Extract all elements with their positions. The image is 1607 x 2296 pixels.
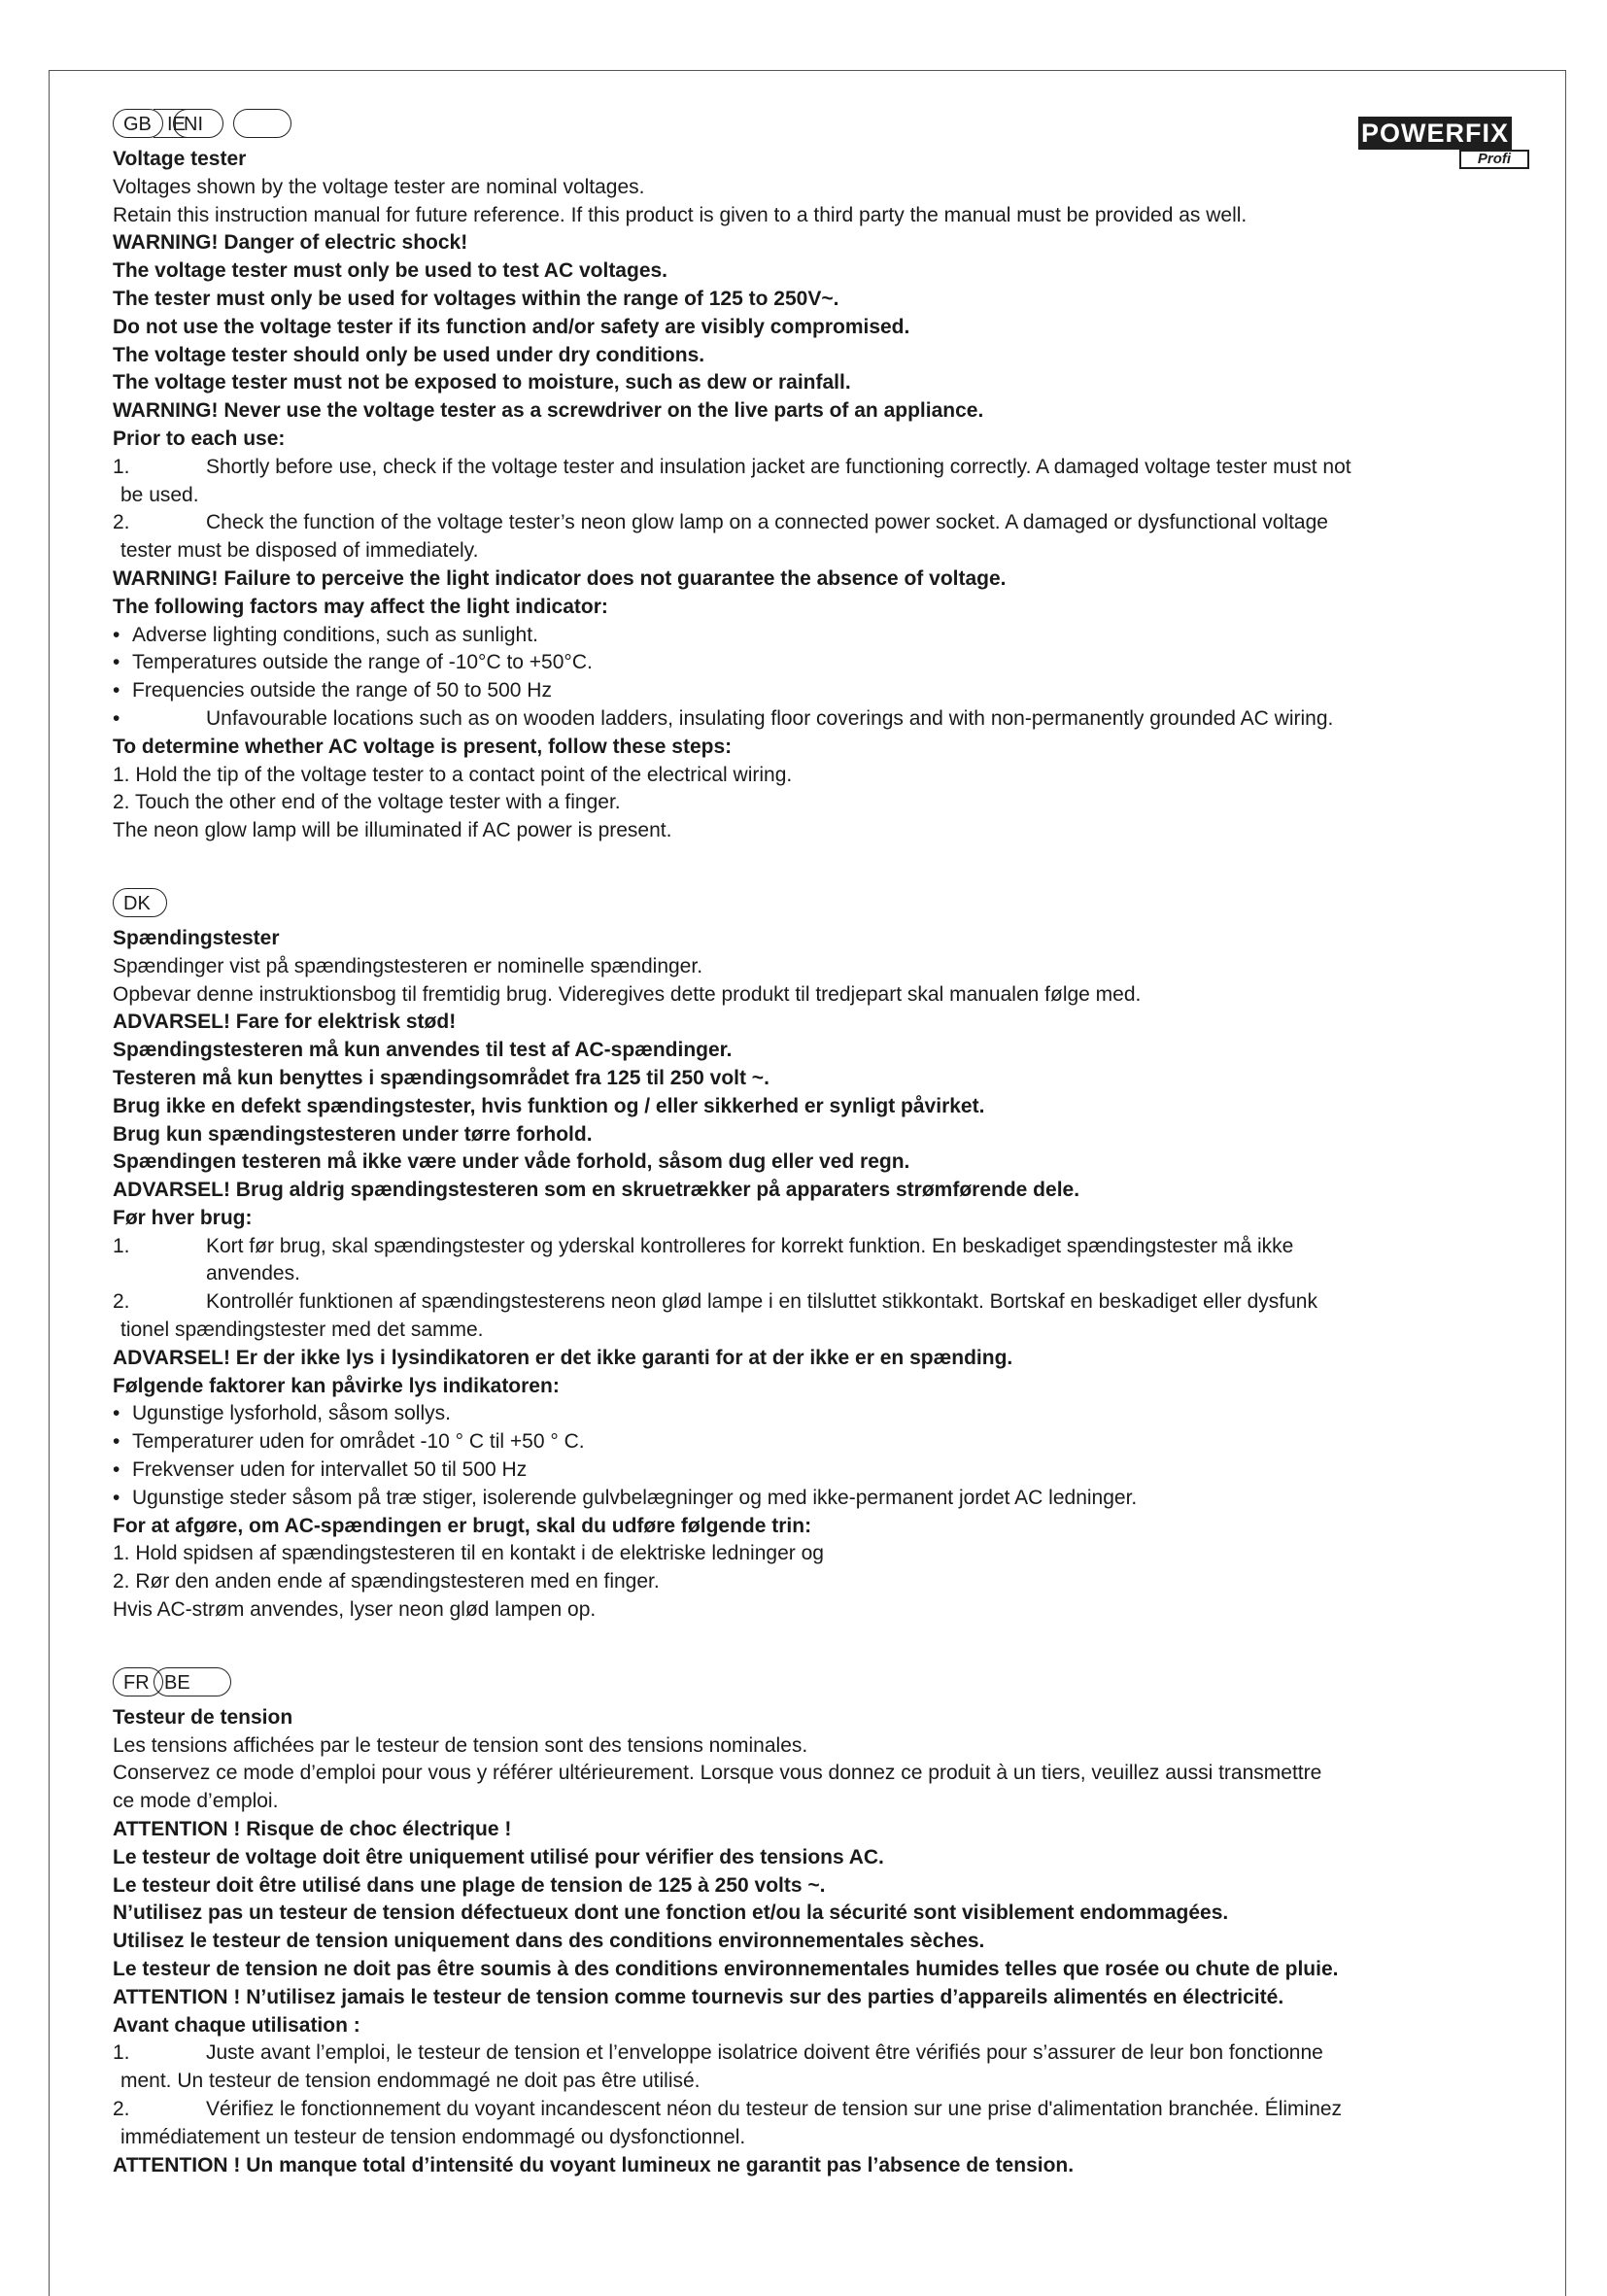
step-text-continued: ment. Un testeur de tension endommagé ne doit pas être utilisé. [120, 2070, 701, 2093]
language-badges-dk [113, 888, 1502, 925]
warning-line: Testeren må kun benyttes i spændingsområdet fra 125 til 250 volt ~. [113, 1066, 769, 1089]
paragraph: Les tensions affichées par le testeur de tension sont des tensions nominales. [113, 1733, 808, 1757]
step-number: 1. [113, 455, 130, 478]
numbered-step [113, 1233, 1502, 1261]
subheading: For at afgøre, om AC-spændingen er brugt, skal du udføre følgende trin: [113, 1514, 812, 1537]
warning-line: Brug ikke en defekt spændingstester, hvis funktion og / eller sikkerhed er synligt påvirket. [113, 1094, 985, 1117]
step-text-continued: immédiatement un testeur de tension endommagé ou dysfonctionnel. [120, 2125, 746, 2148]
section-dk [113, 888, 1502, 1625]
section-title: Spændingstester [113, 926, 280, 949]
warning-line: The tester must only be used for voltages within the range of 125 to 250V~. [113, 287, 839, 310]
section-fr [113, 1667, 1502, 2180]
logo-sub: Profi [1459, 150, 1529, 169]
subheading: Avant chaque utilisation : [113, 2013, 360, 2037]
step-text-continued: anvendes. [206, 1262, 300, 1285]
badge-ie: IE [154, 109, 192, 138]
subheading: The following factors may affect the light indicator: [113, 595, 608, 618]
language-badges-gb [113, 109, 1502, 146]
section-title: Voltage tester [113, 148, 247, 170]
instruction-step: 2. Touch the other end of the voltage tester with a finger. [113, 791, 621, 814]
subheading: Prior to each use: [113, 427, 286, 450]
subheading: To determine whether AC voltage is present, follow these steps: [113, 735, 733, 758]
badge-fr: FR [113, 1667, 163, 1696]
warning-line: Do not use the voltage tester if its function and/or safety are visibly compromised. [113, 315, 910, 338]
warning-line: ADVARSEL! Brug aldrig spændingstesteren som en skruetrækker på apparaters strømførende dele. [113, 1179, 1080, 1202]
paragraph: Retain this instruction manual for future reference. If this product is given to a third party the manual must be provided as well. [113, 203, 1248, 226]
subheading: Før hver brug: [113, 1206, 253, 1229]
step-text: Kontrollér funktionen af spændingstesterens neon glød lampe i en tilsluttet stikkontakt. Bortskaf en beskadiget eller dysfunk [206, 1290, 1317, 1314]
badge-gb: GB [113, 109, 163, 138]
paragraph: Hvis AC-strøm anvendes, lyser neon glød lampen op. [113, 1598, 597, 1622]
instruction-step: 1. Hold spidsen af spændingstesteren til en kontakt i de elektriske ledninger og [113, 1542, 824, 1565]
badge-blank [233, 109, 291, 138]
bullet-item: • Frequencies outside the range of 50 to 500 Hz [113, 677, 1502, 705]
numbered-step [113, 2039, 1502, 2068]
bullet-item: • Ugunstige steder såsom på træ stiger, isolerende gulvbelægninger og med ikke-permanent jordet AC ledninger. [113, 1485, 1502, 1513]
bullet-text: Ugunstige lysforhold, såsom sollys. [132, 1402, 451, 1425]
logo-brand: POWERFIX [1358, 117, 1512, 150]
bullet-item: • Unfavourable locations such as on wooden ladders, insulating floor coverings and with non-permanently grounded AC wiring. [113, 705, 1502, 734]
warning-line: N’utilisez pas un testeur de tension défectueux dont une fonction et/ou la sécurité sont visiblement endommagées. [113, 1902, 1229, 1925]
bullet-item: • Frekvenser uden for intervallet 50 til 500 Hz [113, 1456, 1502, 1485]
step-text-continued: be used. [120, 483, 199, 506]
warning-line: The voltage tester should only be used under dry conditions. [113, 343, 705, 366]
language-badges-fr [113, 1667, 1502, 1704]
bullet-text: Temperatures outside the range of -10°C to +50°C. [132, 651, 593, 674]
numbered-step [113, 454, 1502, 482]
warning-line: Spændingstesteren må kun anvendes til test af AC-spændinger. [113, 1039, 733, 1062]
bullet-text: Temperaturer uden for området -10 ° C til +50 ° C. [132, 1430, 585, 1454]
paragraph-continued: ce mode d’emploi. [113, 1790, 279, 1813]
warning-line: Utilisez le testeur de tension uniquement dans des conditions environnementales sèches. [113, 1930, 985, 1953]
warning-line: Brug kun spændingstesteren under tørre forhold. [113, 1122, 593, 1146]
paragraph: Spændinger vist på spændingstesteren er nominelle spændinger. [113, 954, 703, 977]
paragraph: Conservez ce mode d’emploi pour vous y référer ultérieurement. Lorsque vous donnez ce produit à un tiers, veuillez aussi transmettre [113, 1762, 1322, 1785]
section-title: Testeur de tension [113, 1705, 293, 1729]
warning-line: The voltage tester must not be exposed to moisture, such as dew or rainfall. [113, 371, 851, 394]
step-text: Shortly before use, check if the voltage tester and insulation jacket are functioning correctly. A damaged voltage tester must not [206, 455, 1351, 478]
paragraph: Opbevar denne instruktionsbog til fremtidig brug. Videregives dette produkt til tredjepart skal manualen følge med. [113, 982, 1142, 1006]
step-text: Juste avant l’emploi, le testeur de tension et l’enveloppe isolatrice doivent être vérifiés pour s’assurer de leur bon fonctionne [206, 2041, 1323, 2065]
bullet-item: • Ugunstige lysforhold, såsom sollys. [113, 1400, 1502, 1428]
step-number: 1. [113, 1234, 130, 1257]
warning-line: ADVARSEL! Er der ikke lys i lysindikatoren er det ikke garanti for at der ikke er en spænding. [113, 1346, 1013, 1369]
numbered-step [113, 1288, 1502, 1317]
bullet-item: • Adverse lighting conditions, such as sunlight. [113, 622, 1502, 650]
warning-line: Spændingen testeren må ikke være under våde forhold, såsom dug eller ved regn. [113, 1150, 910, 1174]
warning-line: Le testeur de voltage doit être uniquement utilisé pour vérifier des tensions AC. [113, 1845, 884, 1868]
step-text-continued: tester must be disposed of immediately. [120, 539, 479, 563]
warning-line: ATTENTION ! Risque de choc électrique ! [113, 1818, 512, 1841]
bullet-text: Unfavourable locations such as on wooden ladders, insulating floor coverings and with non-permanently grounded AC wiring. [206, 706, 1334, 730]
step-number: 2. [113, 511, 130, 534]
step-number: 2. [113, 1290, 130, 1314]
instruction-step: 2. Rør den anden ende af spændingstesteren med en finger. [113, 1570, 660, 1593]
bullet-text: Adverse lighting conditions, such as sunlight. [132, 623, 538, 646]
warning-line: WARNING! Never use the voltage tester as a screwdriver on the live parts of an appliance. [113, 399, 984, 423]
badge-ni: NI [173, 109, 223, 138]
warning-line: ADVARSEL! Fare for elektrisk stød! [113, 1011, 457, 1034]
subheading: Følgende faktorer kan påvirke lys indikatoren: [113, 1374, 560, 1397]
bullet-item: • Temperaturer uden for området -10 ° C til +50 ° C. [113, 1428, 1502, 1456]
manual-content [113, 109, 1502, 2179]
step-text: Kort før brug, skal spændingstester og yderskal kontrolleres for korrekt funktion. En beskadiget spændingstester må ikke [206, 1234, 1294, 1257]
paragraph: The neon glow lamp will be illuminated if AC power is present. [113, 819, 672, 842]
step-text-continued: tionel spændingstester med det samme. [120, 1319, 484, 1342]
step-number: 2. [113, 2098, 130, 2120]
warning-line: ATTENTION ! N’utilisez jamais le testeur de tension comme tournevis sur des parties d’appareils alimentés en électricité. [113, 1985, 1284, 2008]
badge-dk: DK [113, 888, 167, 917]
warning-line: WARNING! Failure to perceive the light indicator does not guarantee the absence of voltage. [113, 566, 1007, 590]
instruction-step: 1. Hold the tip of the voltage tester to a contact point of the electrical wiring. [113, 763, 793, 786]
step-number: 1. [113, 2041, 130, 2065]
section-gb [113, 109, 1502, 845]
bullet-item: • Temperatures outside the range of -10°C to +50°C. [113, 649, 1502, 677]
warning-line: The voltage tester must only be used to test AC voltages. [113, 259, 668, 283]
warning-line: Le testeur de tension ne doit pas être soumis à des conditions environnementales humides telles que rosée ou chute de pluie. [113, 1958, 1339, 1981]
numbered-step [113, 2096, 1502, 2124]
bullet-text: Frequencies outside the range of 50 to 500 Hz [132, 679, 552, 703]
bullet-text: Ugunstige steder såsom på træ stiger, isolerende gulvbelægninger og med ikke-permanent jordet AC ledninger. [132, 1486, 1138, 1509]
step-text: Check the function of the voltage tester’s neon glow lamp on a connected power socket. A damaged or dysfunctional voltage [206, 511, 1328, 534]
warning-line: Le testeur doit être utilisé dans une plage de tension de 125 à 250 volts ~. [113, 1873, 826, 1897]
badge-be: BE [154, 1667, 231, 1696]
step-text: Vérifiez le fonctionnement du voyant incandescent néon du testeur de tension sur une prise d'alimentation branchée. Éliminez [206, 2098, 1343, 2120]
numbered-step [113, 509, 1502, 537]
warning-line: ATTENTION ! Un manque total d’intensité du voyant lumineux ne garantit pas l’absence de tension. [113, 2153, 1075, 2176]
warning-line: WARNING! Danger of electric shock! [113, 231, 468, 255]
paragraph: Voltages shown by the voltage tester are nominal voltages. [113, 175, 645, 198]
bullet-text: Frekvenser uden for intervallet 50 til 500 Hz [132, 1458, 528, 1482]
